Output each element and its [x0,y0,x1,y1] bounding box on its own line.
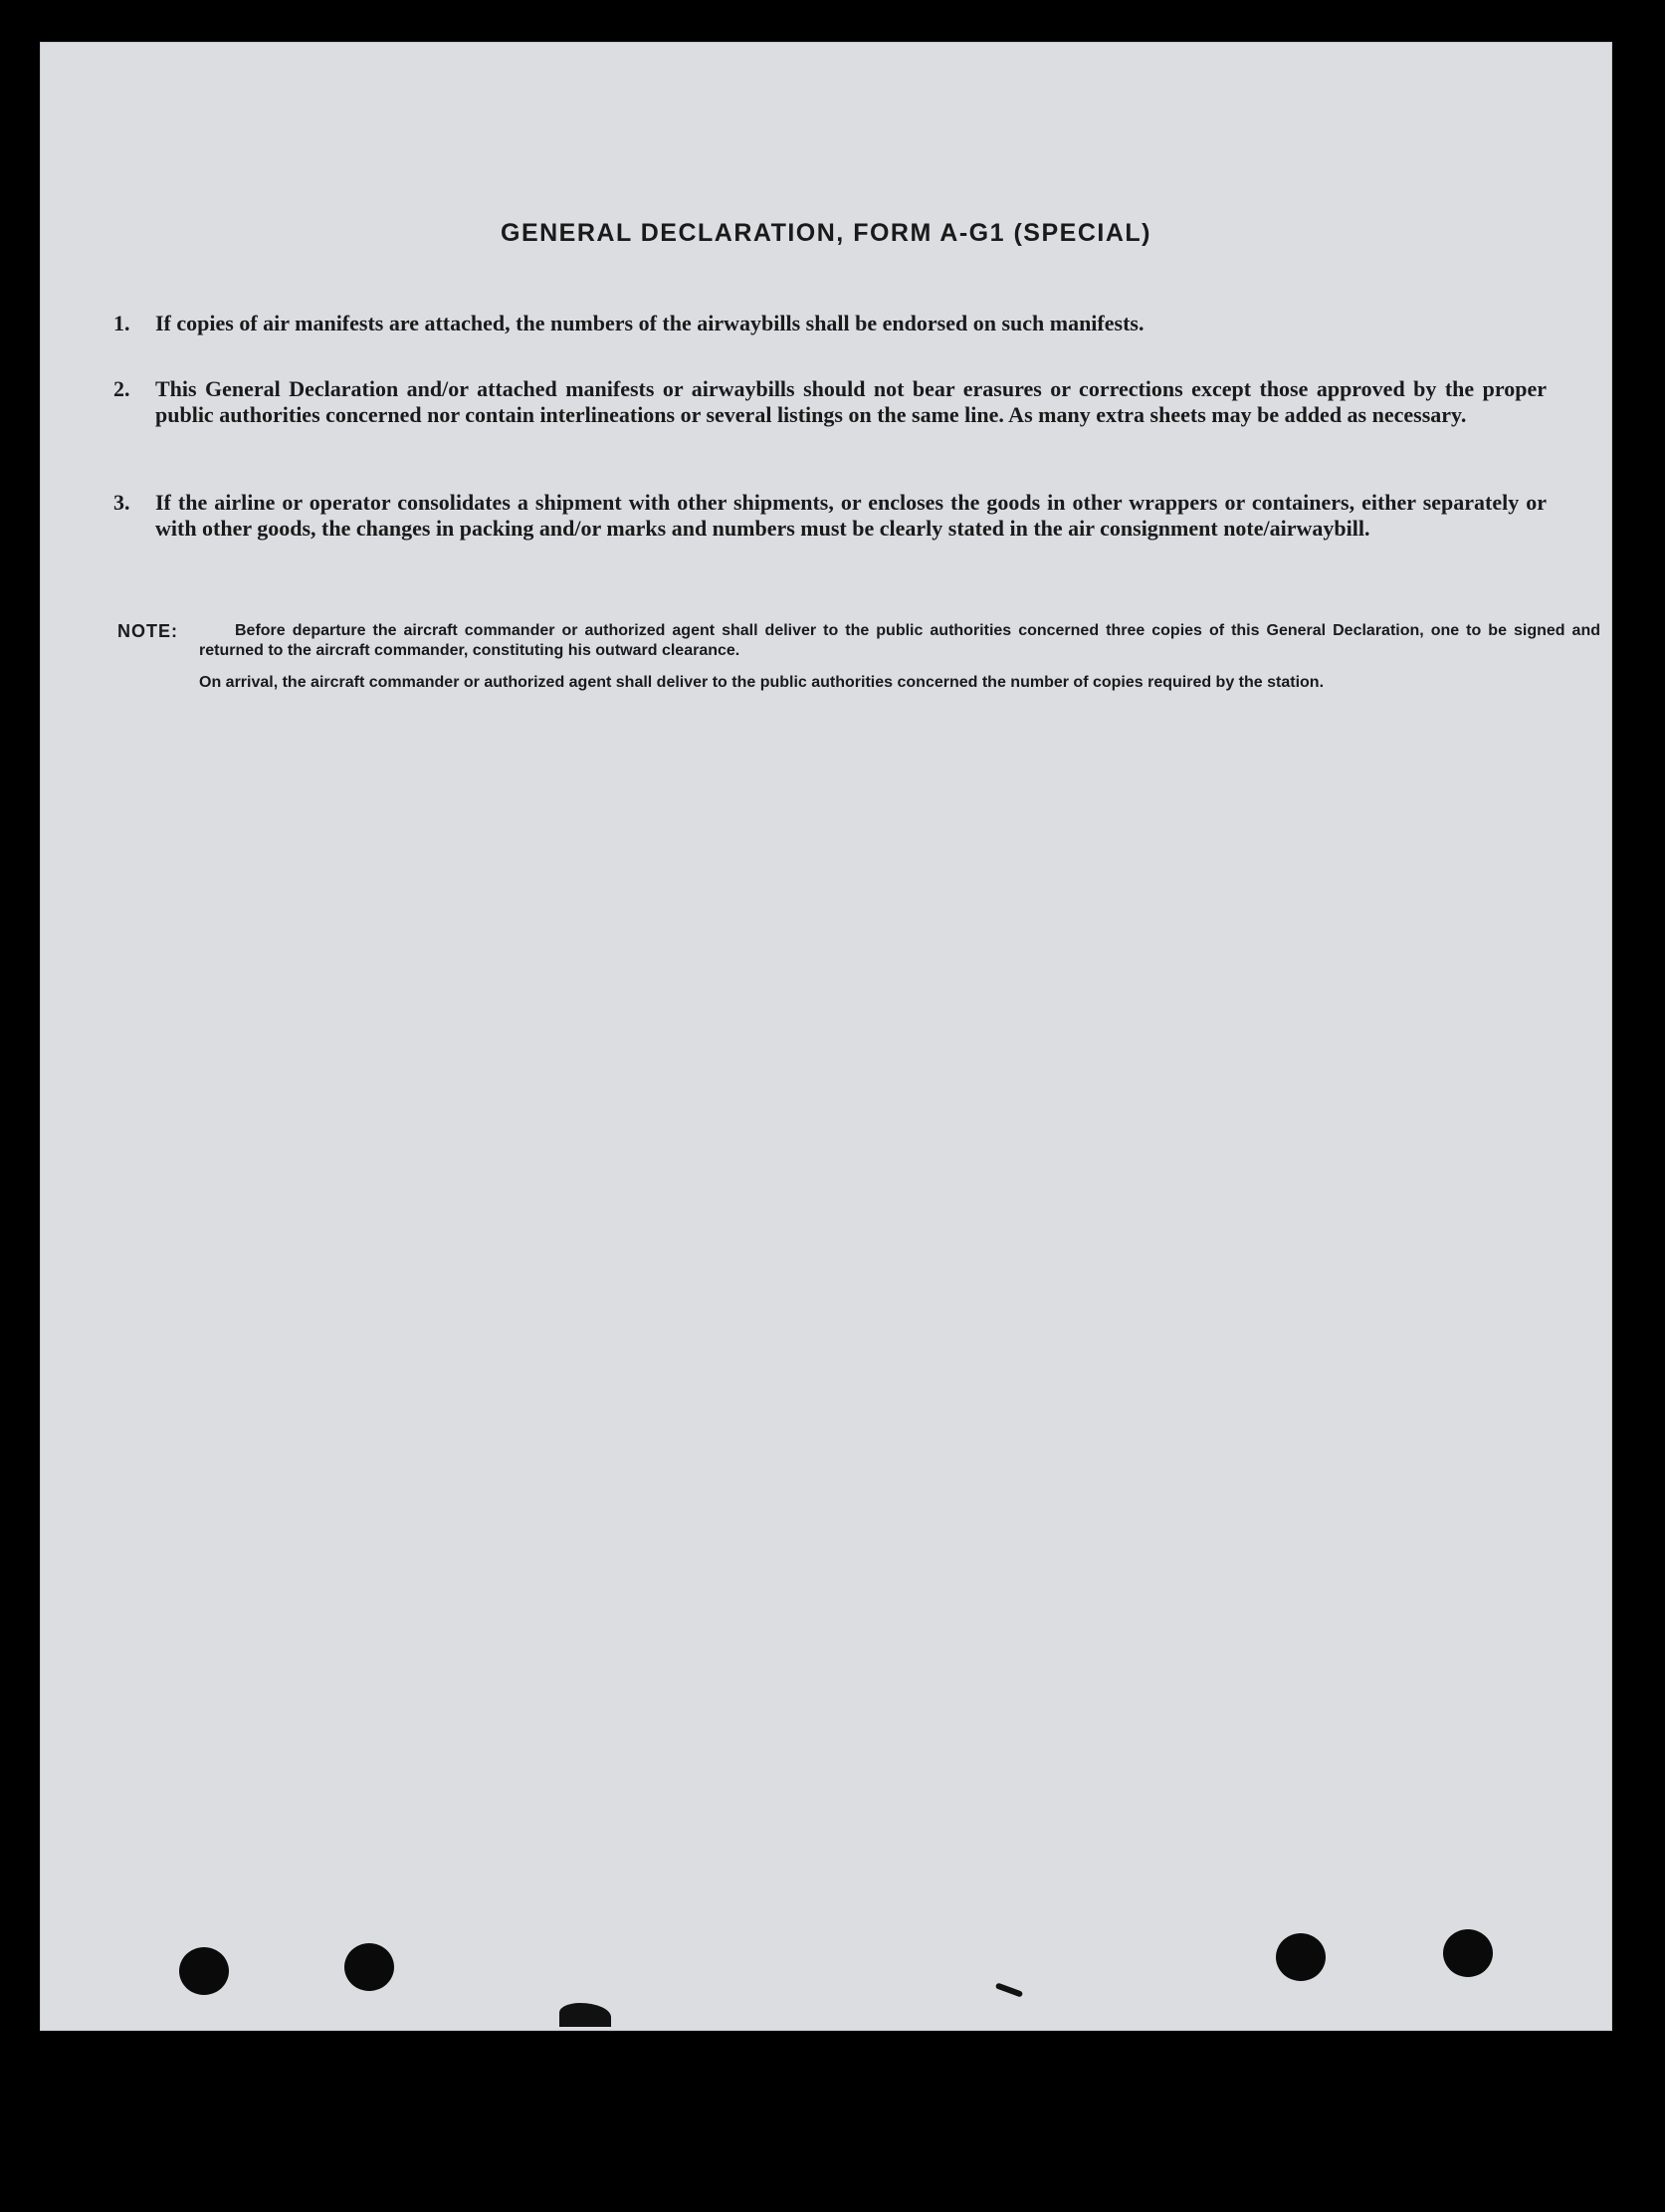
document-page [40,42,1612,2031]
ink-smudge [995,1982,1023,1997]
punch-hole [1443,1929,1493,1977]
ink-smudge [559,2003,611,2027]
punch-hole [344,1943,394,1991]
item-number: 2. [113,376,130,401]
note-paragraph: On arrival, the aircraft commander or authorized agent shall deliver to the public authorities concerned the number of copies required by the station. [199,674,1325,691]
item-text: If copies of air manifests are attached, the numbers of the airwaybills shall be endorsed on such manifests. [155,311,1145,335]
note-label: NOTE: [117,621,178,641]
item-number: 3. [113,490,130,515]
item-text: If the airline or operator consolidates a shipment with other shipments, or encloses the goods in other wrappers or containers, either separately or with other goods, the changes in packing and/or marks and numbers must be clearly stated in the air consignment note/airwaybill. [155,490,1547,541]
list-item [113,490,1547,542]
item-number: 1. [113,311,130,335]
note-paragraph: Before departure the aircraft commander or authorized agent shall deliver to the public authorities concerned three copies of this General Declaration, one to be signed and returned to the aircraft commander, constituting his outward clearance. [199,622,1600,659]
item-text: This General Declaration and/or attached manifests or airwaybills should not bear erasures or corrections except those approved by the proper public authorities concerned nor contain interlineations or several listings on the same line. As many extra sheets may be added as necessary. [155,376,1547,427]
note-section [117,621,1600,693]
list-item [113,311,1547,336]
list-item [113,376,1547,428]
punch-hole [179,1947,229,1995]
punch-hole [1276,1933,1326,1981]
page-title: GENERAL DECLARATION, FORM A-G1 (SPECIAL) [501,219,1151,247]
